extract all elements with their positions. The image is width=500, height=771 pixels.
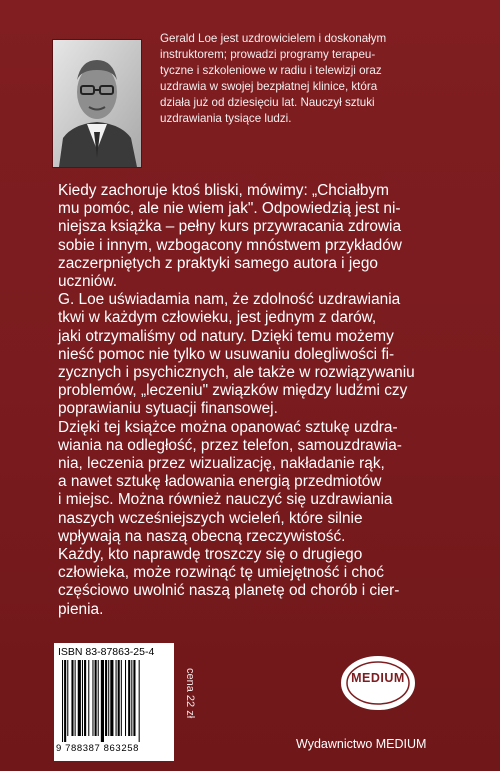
blurb-line: człowieka, może rozwinąć tę umiejętność i choć — [58, 564, 384, 582]
blurb-line: Dzięki tej książce można opanować sztukę uzdra- — [58, 418, 398, 436]
blurb-line: Każdy, kto naprawdę troszczy się o drugiego — [58, 546, 363, 564]
bio-line: uzdrawia w swojej bezpłatnej klinice, która — [160, 80, 378, 94]
barcode — [54, 643, 174, 761]
publisher-name: Wydawnictwo MEDIUM — [296, 737, 427, 751]
bio-line: Gerald Loe jest uzdrowicielem i doskonałym — [160, 32, 387, 45]
barcode-bars — [60, 660, 168, 742]
blurb-line: częściowo uwolnić naszą planetę od chorób i cier- — [58, 582, 400, 600]
blurb-line: problemów, „leczeniu" związków między ludźmi czy — [58, 382, 408, 400]
blurb-line: G. Loe uświadamia nam, że zdolność uzdrawiania — [58, 291, 401, 309]
blurb-line: i miejsc. Można również nauczyć się uzdrawiania — [58, 491, 393, 509]
blurb-line: uczniów. — [58, 273, 118, 291]
bio-line: działa już od dziesięciu lat. Nauczył sztuki — [160, 96, 375, 110]
bio-line: tyczne i szkoleniowe w radiu i telewizji oraz — [160, 64, 382, 78]
blurb-line: pienia. — [58, 600, 104, 618]
blurb-line: Kiedy zachoruje ktoś bliski, mówimy: „Chciałbym — [58, 182, 389, 199]
author-bio — [160, 31, 480, 128]
author-photo — [52, 39, 142, 168]
bio-line: instruktorem; prowadzi programy terapeu- — [160, 48, 376, 62]
blurb-line: zaczerpniętych z praktyki samego autora i jego — [58, 254, 378, 272]
blurb-line: poprawianiu sytuacji finansowej. — [58, 400, 278, 418]
logo-text: MEDIUM — [351, 671, 405, 685]
blurb-line: nia, leczenia przez wizualizację, nakładanie rąk, — [58, 455, 385, 473]
blurb-line: a nawet sztukę ładowania energią przedmiotów — [58, 473, 382, 491]
blurb-line: zycznych i psychicznych, ale także w rozwiązywaniu — [58, 364, 415, 382]
blurb-line: mu pomóc, ale nie wiem jak". Odpowiedzią jest ni- — [58, 200, 401, 218]
blurb-text — [58, 182, 444, 619]
price-label: cena 22 zł — [184, 668, 196, 719]
medium-logo — [338, 654, 418, 712]
blurb-line: nieść pomoc nie tylko w usuwaniu dolegliwości fi- — [58, 345, 395, 363]
isbn-label: ISBN 83-87863-25-4 — [58, 646, 155, 658]
blurb-line: sobie i innym, wzbogacony mnóstwem przykładów — [58, 236, 402, 254]
blurb-line: jaki otrzymaliśmy od natury. Dzięki temu możemy — [58, 327, 394, 345]
ean-number: 9 788387 863258 — [56, 743, 139, 754]
blurb-line: wiania na odległość, przez telefon, samouzdrawia- — [58, 436, 402, 454]
bio-line: uzdrawiania tysiące ludzi. — [160, 112, 292, 126]
blurb-line: niejsza książka – pełny kurs przywracania zdrowia — [58, 218, 402, 236]
blurb-line: naszych wcześniejszych wcieleń, które silnie — [58, 509, 363, 527]
blurb-line: wpływają na naszą obecną rzeczywistość. — [58, 527, 346, 545]
blurb-line: tkwi w każdym człowieku, jest jednym z darów, — [58, 309, 377, 327]
